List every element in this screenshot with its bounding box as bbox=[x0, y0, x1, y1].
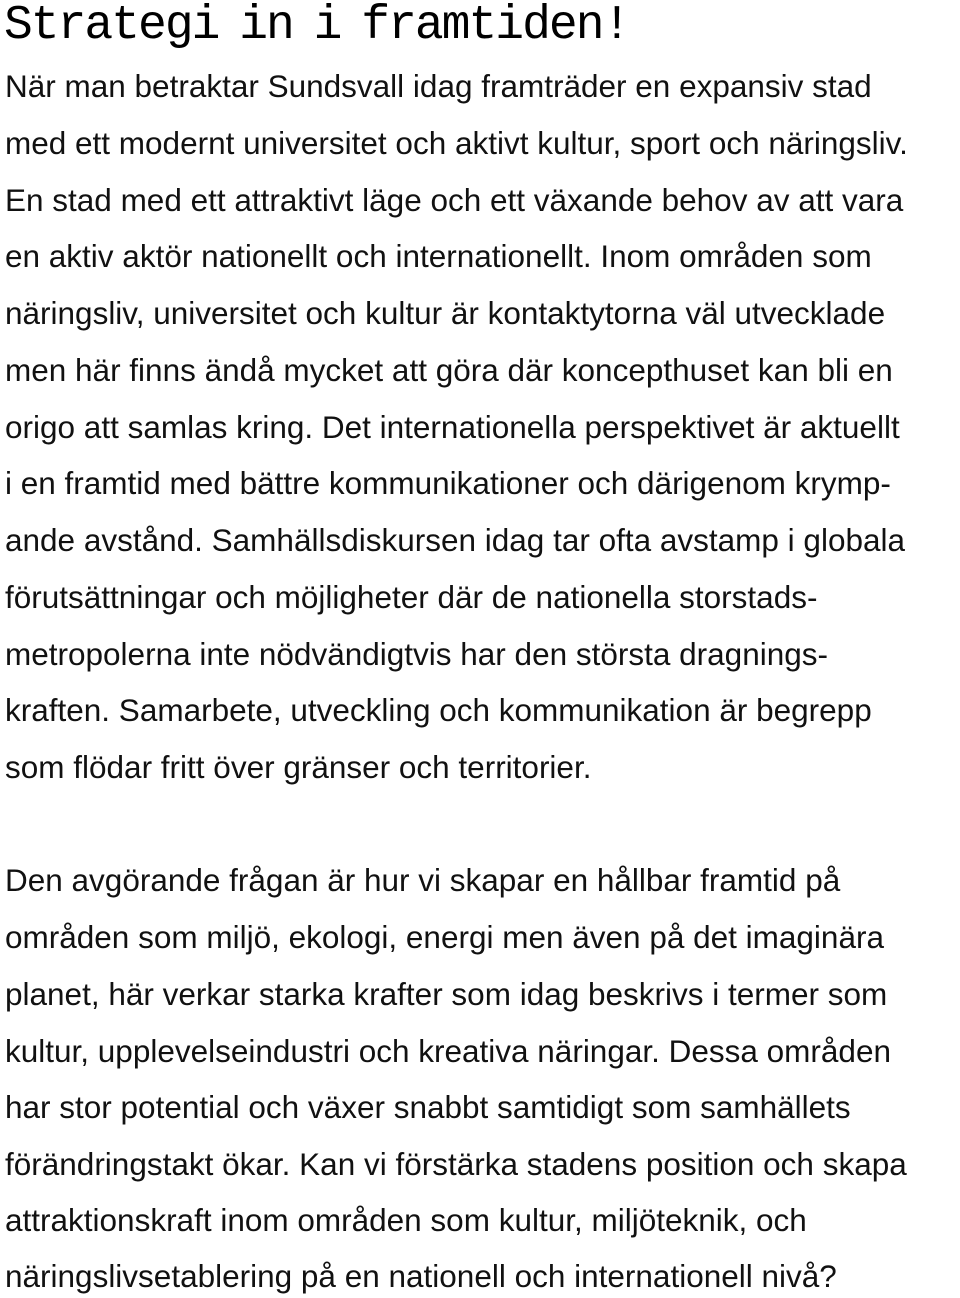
text-line: men här finns ändå mycket att göra där koncepthuset kan bli en bbox=[5, 352, 893, 388]
text-line: näringsliv, universitet och kultur är kontaktytorna väl utvecklade bbox=[5, 295, 886, 331]
text-line: har stor potential och växer snabbt samtidigt som samhällets bbox=[5, 1089, 851, 1125]
text-line: När man betraktar Sundsvall idag framträder en expansiv stad bbox=[5, 68, 872, 104]
text-line: En stad med ett attraktivt läge och ett växande behov av att vara bbox=[5, 182, 904, 218]
page-title: Strategi in i framtiden! bbox=[4, 0, 630, 53]
text-line: förutsättningar och möjligheter där de nationella storstads- bbox=[5, 579, 818, 615]
text-line: i en framtid med bättre kommunikationer och därigenom krymp- bbox=[5, 465, 891, 501]
text-line: Den avgörande frågan är hur vi skapar en hållbar framtid på bbox=[5, 862, 841, 898]
text-line: planet, här verkar starka krafter som idag beskrivs i termer som bbox=[5, 976, 888, 1012]
text-line: kraften. Samarbete, utveckling och kommunikation är begrepp bbox=[5, 692, 872, 728]
text-line: näringslivsetablering på en nationell och internationell nivå? bbox=[5, 1258, 837, 1294]
text-line: områden som miljö, ekologi, energi men även på det imaginära bbox=[5, 919, 884, 955]
text-line: ande avstånd. Samhällsdiskursen idag tar ofta avstamp i globala bbox=[5, 522, 906, 558]
text-line: en aktiv aktör nationellt och internationellt. Inom områden som bbox=[5, 238, 872, 274]
text-line: kultur, upplevelseindustri och kreativa näringar. Dessa områden bbox=[5, 1033, 891, 1069]
text-line: origo att samlas kring. Det internationella perspektivet är aktuellt bbox=[5, 409, 900, 445]
text-line: som flödar fritt över gränser och territorier. bbox=[5, 749, 592, 785]
text-line: metropolerna inte nödvändigtvis har den största dragnings- bbox=[5, 636, 828, 672]
text-line: förändringstakt ökar. Kan vi förstärka stadens position och skapa bbox=[5, 1146, 907, 1182]
text-line: med ett modernt universitet och aktivt kultur, sport och näringsliv. bbox=[5, 125, 908, 161]
text-line: attraktionskraft inom områden som kultur, miljöteknik, och bbox=[5, 1202, 807, 1238]
